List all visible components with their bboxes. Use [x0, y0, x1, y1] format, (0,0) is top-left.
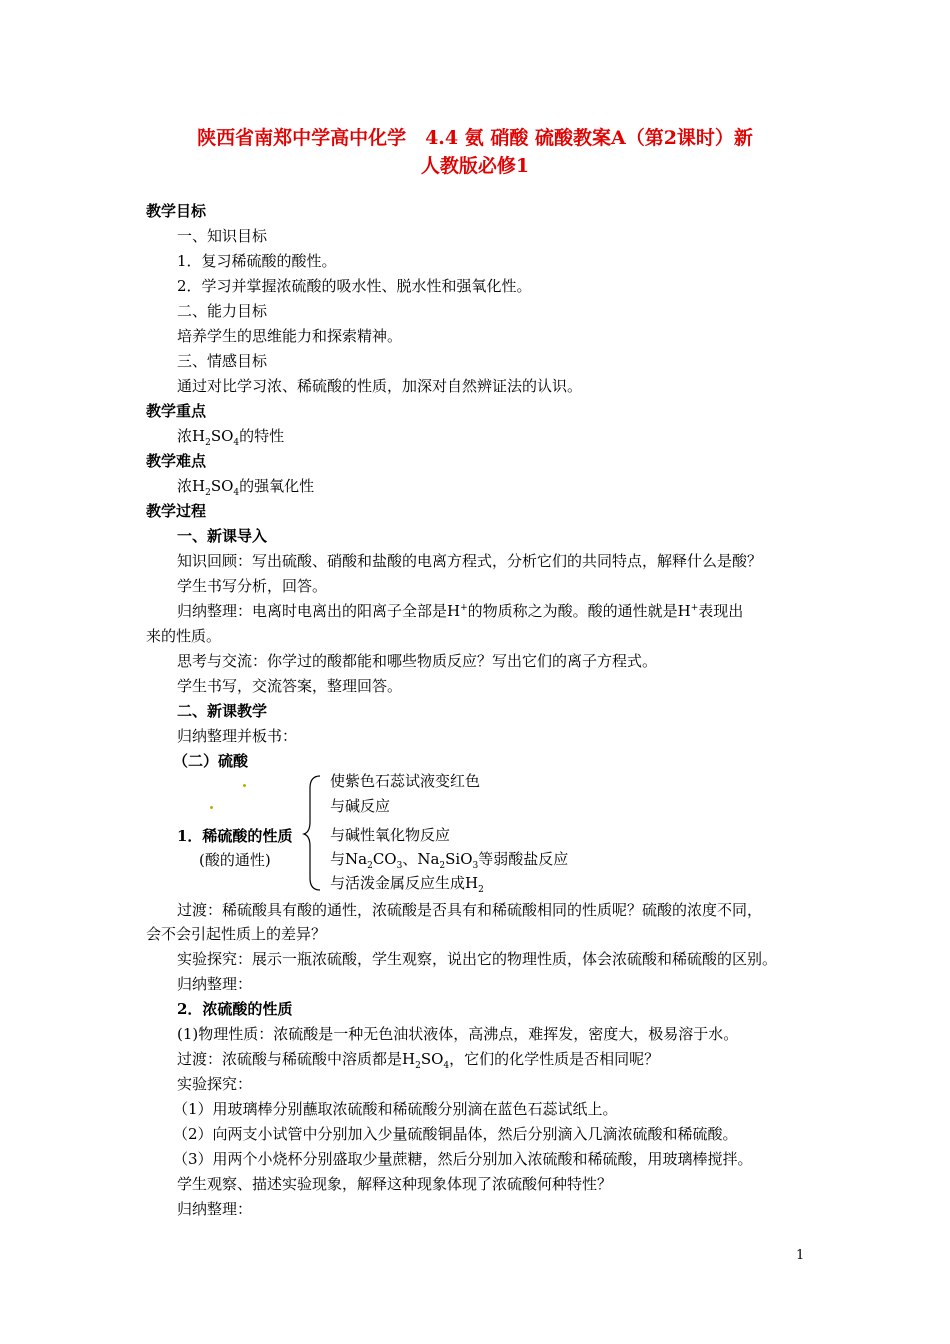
brace-item-litmus: 使紫色石蕊试液变红色	[330, 772, 481, 790]
summary-1: 归纳整理：电离时电离出的阳离子全部是H+的物质称之为酸。酸的通性就是H+表现出	[177, 602, 744, 620]
ability-objective: 二、能力目标	[177, 302, 268, 320]
difficulty-text: 浓$H_2SO_4$的强氧化性	[177, 477, 315, 498]
summary-3: 归纳整理：	[177, 1200, 253, 1218]
page-number: 1	[796, 1248, 805, 1263]
difficulty-heading: 教学难点	[146, 452, 207, 470]
process-heading: 教学过程	[146, 502, 207, 520]
document-title-line2: 人教版必修1	[420, 155, 530, 177]
brace-item-basic-oxide: 与碱性氧化物反应	[330, 826, 451, 844]
intro-heading: 一、新课导入	[177, 527, 268, 545]
summary-1-cont: 来的性质。	[146, 627, 222, 645]
brace-item-base: 与碱反应	[330, 797, 391, 815]
think-exchange: 思考与交流：你学过的酸都能和哪些物质反应？写出它们的离子方程式。	[177, 652, 658, 670]
experiment-step-1: （1）用玻璃棒分别蘸取浓硫酸和稀硫酸分别滴在蓝色石蕊试纸上。	[173, 1100, 618, 1118]
knowledge-objective: 一、知识目标	[177, 227, 268, 245]
speck-mark	[210, 806, 213, 809]
review-text: 知识回顾：写出硫酸、硝酸和盐酸的电离方程式，分析它们的共同特点，解释什么是酸？	[177, 552, 763, 570]
transition-1: 过渡：稀硫酸具有酸的通性，浓硫酸是否具有和稀硫酸相同的性质呢？硫酸的浓度不同，	[177, 901, 763, 919]
key-point-heading: 教学重点	[146, 402, 207, 420]
observation-question: 学生观察、描述实验现象，解释这种现象体现了浓硫酸何种特性？	[177, 1175, 613, 1193]
sulfuric-acid-section: （二）硫酸	[173, 752, 249, 770]
experiment-2: 实验探究：	[177, 1075, 253, 1093]
physical-properties: (1)物理性质：浓硫酸是一种无色油状液体，高沸点，难挥发，密度大，极易溶于水。	[177, 1025, 739, 1043]
dilute-acid-subtitle: (酸的通性)	[199, 851, 271, 869]
key-point-text: 浓$H_2SO_4$的特性	[177, 427, 285, 448]
knowledge-item-2: 2．学习并掌握浓硫酸的吸水性、脱水性和强氧化性。	[177, 277, 532, 295]
document-title-line1: 陕西省南郑中学高中化学 4.4 氨 硝酸 硫酸教案A（第2课时）新	[197, 127, 753, 149]
objectives-heading: 教学目标	[146, 202, 207, 220]
student-answer-2: 学生书写，交流答案，整理回答。	[177, 677, 403, 695]
curly-brace	[302, 774, 324, 892]
speck-mark	[243, 784, 246, 787]
brace-item-active-metal: 与活泼金属反应生成$H_2$	[330, 874, 484, 895]
transition-2: 过渡：浓硫酸与稀硫酸中溶质都是$H_2SO_4$，它们的化学性质是否相同呢？	[177, 1050, 660, 1071]
dilute-acid-title: 1．稀硫酸的性质	[177, 827, 293, 845]
experiment-step-2: （2）向两支小试管中分别加入少量硫酸铜晶体，然后分别滴入几滴浓硫酸和稀硫酸。	[173, 1125, 738, 1143]
ability-item: 培养学生的思维能力和探索精神。	[177, 327, 403, 345]
experiment-step-3: （3）用两个小烧杯分别盛取少量蔗糖，然后分别加入浓硫酸和稀硫酸，用玻璃棒搅拌。	[173, 1150, 753, 1168]
student-answer-1: 学生书写分析，回答。	[177, 577, 328, 595]
experiment-1: 实验探究：展示一瓶浓硫酸，学生观察，说出它的物理性质，体会浓硫酸和稀硫酸的区别。	[177, 950, 778, 968]
summary-2: 归纳整理：	[177, 975, 253, 993]
new-lesson-heading: 二、新课教学	[177, 702, 268, 720]
conc-acid-title: 2．浓硫酸的性质	[177, 1000, 293, 1018]
brace-item-weak-acid-salt: 与$Na_2CO_3$、$Na_2SiO_3$等弱酸盐反应	[330, 850, 569, 871]
emotion-objective: 三、情感目标	[177, 352, 268, 370]
emotion-item: 通过对比学习浓、稀硫酸的性质，加深对自然辨证法的认识。	[177, 377, 583, 395]
board-note: 归纳整理并板书：	[177, 727, 298, 745]
knowledge-item-1: 1．复习稀硫酸的酸性。	[177, 252, 337, 270]
transition-1-cont: 会不会引起性质上的差异？	[146, 925, 327, 943]
